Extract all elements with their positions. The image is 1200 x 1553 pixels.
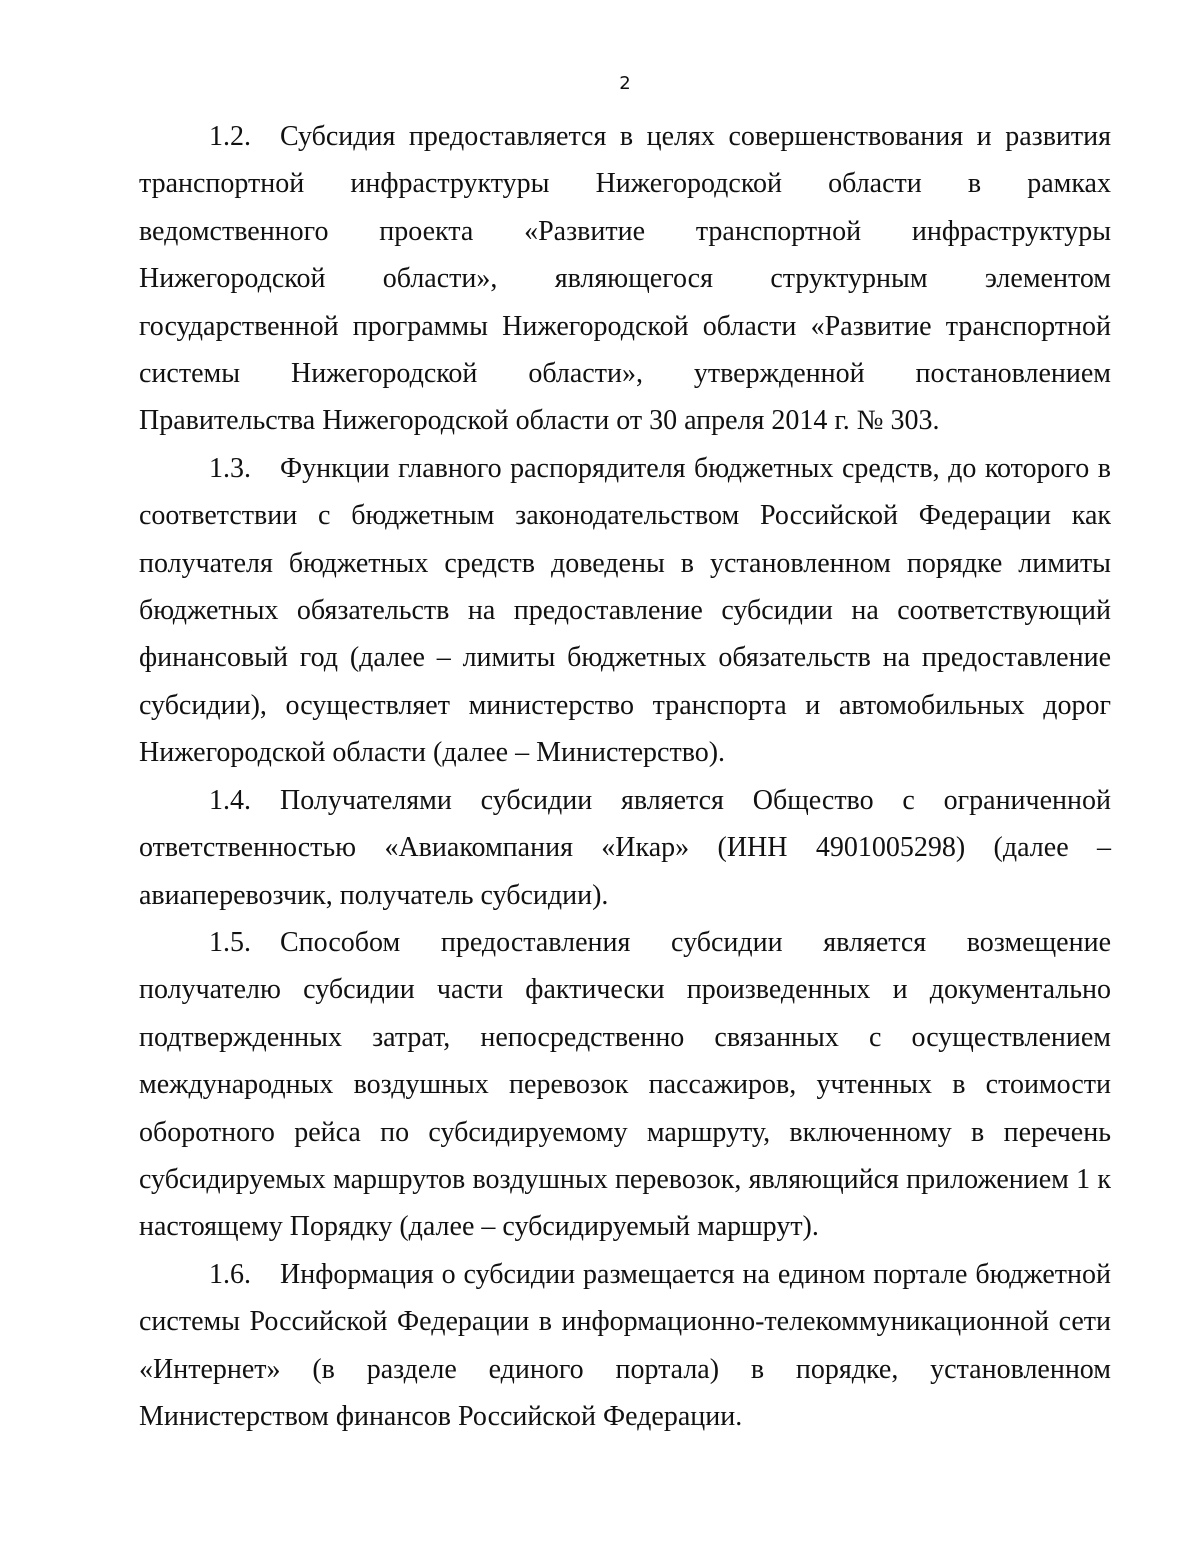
paragraph-1-2 [139,113,1111,445]
paragraph-1-3 [139,445,1111,777]
page-number: 2 [619,73,631,94]
paragraph-number: 1.3. [209,452,251,484]
paragraph-1-4 [139,777,1111,919]
paragraph-text: Информация о субсидии размещается на едином портале бюджетной системы Российской Федерации в информационно-телекоммуникационной сети «Интернет» (в разделе единого портала) в порядке, установленном Министерством финансов Российской Федерации. [139,1258,1111,1432]
paragraph-text: Субсидия предоставляется в целях совершенствования и развития транспортной инфраструктуры Нижегородской области в рамках ведомственного проекта «Развитие транспортной инфраструктуры Нижегородской области», являющегося структурным элементом государственной программы Нижегородской области «Развитие транспортной системы Нижегородской области», утвержденной постановлением Правительства Нижегородской области от 30 апреля 2014 г. № 303. [139,121,1111,437]
paragraph-number: 1.5. [209,926,251,958]
paragraph-1-5 [139,919,1111,1251]
paragraph-text: Функции главного распорядителя бюджетных средств, до которого в соответствии с бюджетным законодательством Российской Федерации как получателя бюджетных средств доведены в установленном порядке лимиты бюджетных обязательств на предоставление субсидии на соответствующий финансовый год (далее – лимиты бюджетных обязательств на предоставление субсидии), осуществляет министерство транспорта и автомобильных дорог Нижегородской области (далее – Министерство). [139,452,1111,769]
paragraph-number: 1.4. [209,784,251,816]
paragraph-1-6 [139,1251,1111,1441]
paragraph-text: Способом предоставления субсидии является возмещение получателю субсидии части фактически произведенных и документально подтвержденных затрат, непосредственно связанных с осуществлением международных воздушных перевозок пассажиров, учтенных в стоимости оборотного рейса по субсидируемому маршруту, включенному в перечень субсидируемых маршрутов воздушных перевозок, являющийся приложением 1 к настоящему Порядку (далее – субсидируемый маршрут). [139,926,1111,1243]
paragraph-number: 1.2. [209,121,251,152]
paragraph-text: Получателями субсидии является Общество с ограниченной ответственностью «Авиакомпания «Икар» (ИНН 4901005298) (далее – авиаперевозчик, получатель субсидии). [139,784,1111,911]
document-body [139,113,1111,1440]
paragraph-number: 1.6. [209,1258,251,1290]
